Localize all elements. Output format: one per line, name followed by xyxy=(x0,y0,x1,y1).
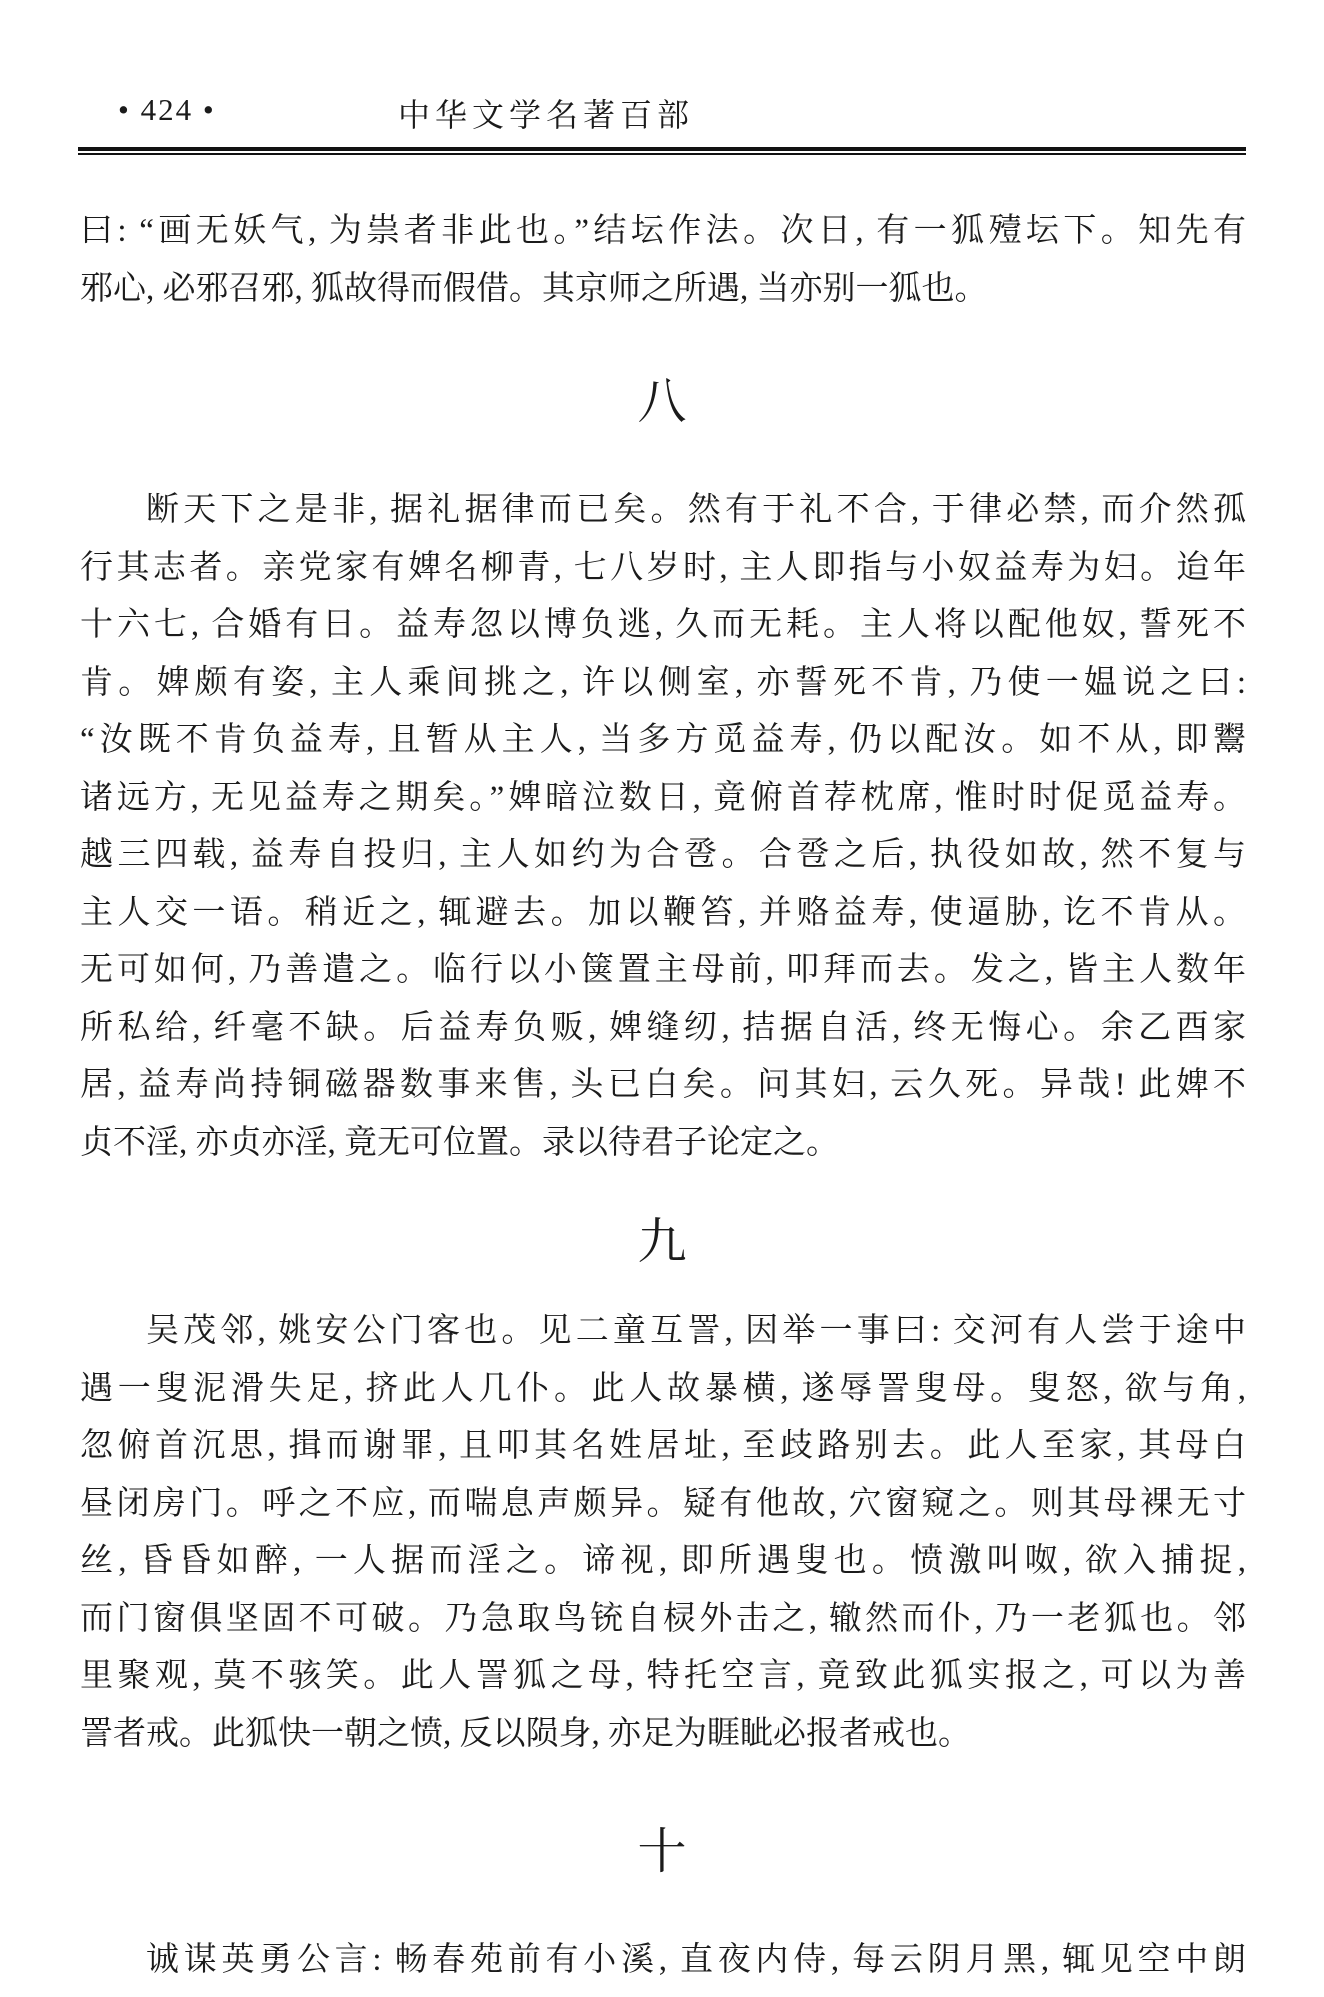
text-line: 詈者戒。此狐快一朝之愤, 反以陨身, 亦足为睚眦必报者戒也。 xyxy=(80,1715,971,1752)
text-line: 贞不淫, 亦贞亦淫, 竟无可位置。录以待君子论定之。 xyxy=(80,1124,839,1161)
text-line: 吴茂邻, 姚安公门客也。见二童互詈, 因举一事曰: 交河有人尝于途中 xyxy=(146,1313,1246,1349)
header-rule xyxy=(78,147,1246,155)
paragraph-section-eight xyxy=(80,482,1246,1172)
paragraph-continuation xyxy=(80,203,1246,318)
text-line: 而门窗俱坚固不可破。乃急取鸟铳自棂外击之, 辙然而仆, 乃一老狐也。邻 xyxy=(80,1600,1246,1637)
page-header xyxy=(80,90,1246,138)
text-line: 居, 益寿尚持铜磁器数事来售, 头已白矣。问其妇, 云久死。异哉! 此婢不 xyxy=(80,1067,1246,1103)
section-heading-nine: 九 xyxy=(637,1214,689,1269)
text-line: 所私给, 纤毫不缺。后益寿负贩, 婢缝纫, 拮据自活, 终无悔心。余乙酉家 xyxy=(80,1009,1246,1046)
text-line: 曰: “画无妖气, 为祟者非此也。”结坛作法。次日, 有一狐殪坛下。知先有 xyxy=(80,213,1246,249)
section-heading-ten: 十 xyxy=(637,1824,689,1879)
text-line: 主人交一语。稍近之, 辄避去。加以鞭笞, 并赂益寿, 使逼胁, 讫不肯从。 xyxy=(80,894,1246,931)
text-line: “汝既不肯负益寿, 且暂从主人, 当多方觅益寿, 仍以配汝。如不从, 即鬻 xyxy=(80,722,1246,758)
page-number: • 424 • xyxy=(118,92,216,127)
text-line: 邪心, 必邪召邪, 狐故得而假借。其京师之所遇, 当亦别一狐也。 xyxy=(80,270,988,307)
text-line: 里聚观, 莫不骇笑。此人詈狐之母, 特托空言, 竟致此狐实报之, 可以为善 xyxy=(80,1658,1246,1694)
text-line: 丝, 昏昏如醉, 一人据而淫之。谛视, 即所遇叟也。愤激叫呶, 欲入捕捉, xyxy=(80,1543,1246,1579)
text-line: 昼闭房门。呼之不应, 而喘息声颇异。疑有他故, 穴窗窥之。则其母裸无寸 xyxy=(80,1485,1246,1522)
text-line: 肯。婢颇有姿, 主人乘间挑之, 许以侧室, 亦誓死不肯, 乃使一媪说之曰: xyxy=(80,664,1246,701)
section-heading-eight: 八 xyxy=(637,374,689,429)
text-line: 诚谋英勇公言: 畅春苑前有小溪, 直夜内侍, 每云阴月黑, 辄见空中朗 xyxy=(146,1942,1246,1978)
text-line: 行其志者。亲党家有婢名柳青, 七八岁时, 主人即指与小奴益寿为妇。迨年 xyxy=(80,549,1246,586)
text-line: 忽俯首沉思, 揖而谢罪, 且叩其名姓居址, 至歧路别去。此人至家, 其母白 xyxy=(80,1428,1246,1464)
text-line: 断天下之是非, 据礼据律而已矣。然有于礼不合, 于律必禁, 而介然孤 xyxy=(146,492,1246,528)
text-line: 诸远方, 无见益寿之期矣。”婢暗泣数日, 竟俯首荐枕席, 惟时时促觅益寿。 xyxy=(80,779,1246,816)
paragraph-section-ten xyxy=(80,1932,1246,1990)
text-line: 越三四载, 益寿自投归, 主人如约为合卺。合卺之后, 执役如故, 然不复与 xyxy=(80,837,1246,873)
text-line: 无可如何, 乃善遣之。临行以小箧置主母前, 叩拜而去。发之, 皆主人数年 xyxy=(80,952,1246,988)
text-line: 十六七, 合婚有日。益寿忽以博负逃, 久而无耗。主人将以配他奴, 誓死不 xyxy=(80,607,1246,643)
text-line: 遇一叟泥滑失足, 挤此人几仆。此人故暴横, 遂辱詈叟母。叟怒, 欲与角, xyxy=(80,1370,1246,1407)
running-title: 中华文学名著百部 xyxy=(398,97,695,133)
paragraph-section-nine xyxy=(80,1303,1246,1763)
